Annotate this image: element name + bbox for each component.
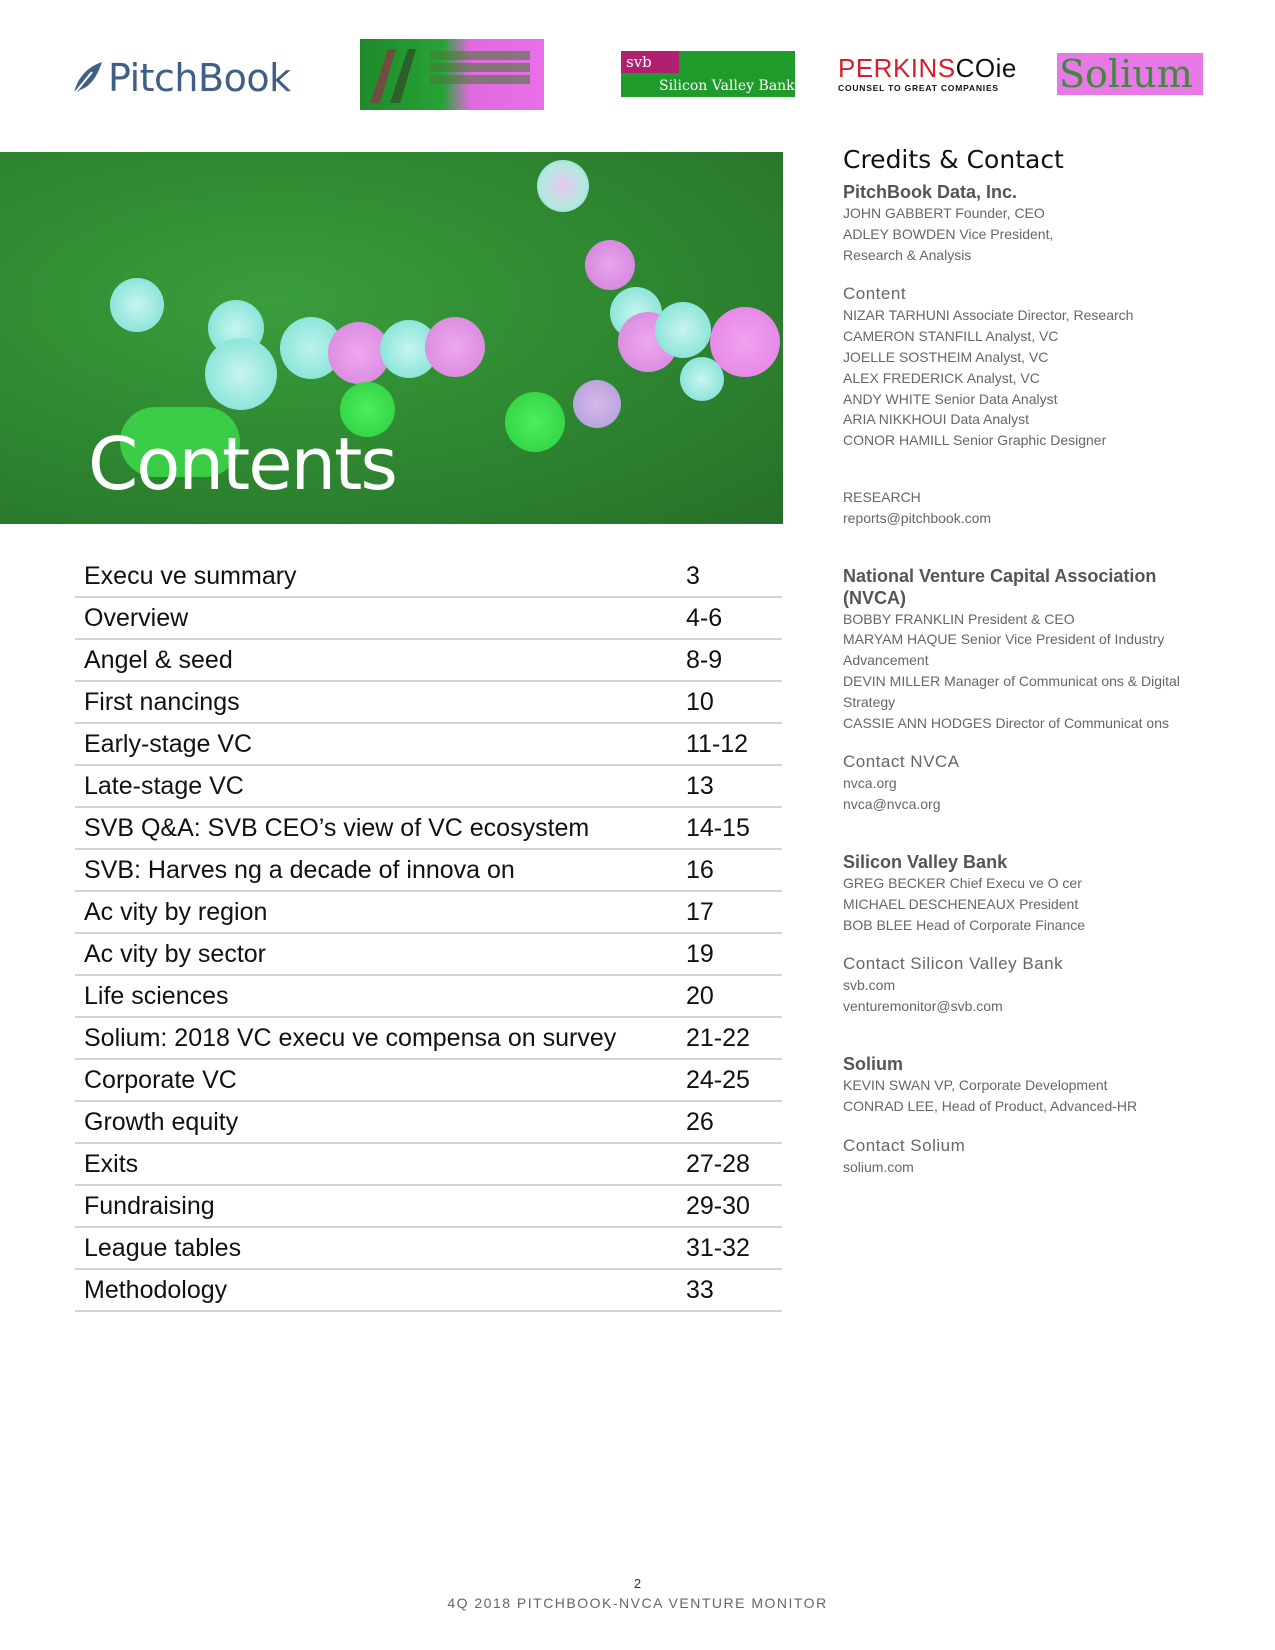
toc-page-number: 19	[686, 940, 714, 968]
toc-section-title: Ac vity by region	[84, 898, 268, 926]
toc-page-number: 31-32	[686, 1234, 750, 1262]
toc-section-title: Corporate VC	[84, 1066, 237, 1094]
toc-row[interactable]	[75, 892, 782, 934]
toc-section-title: Solium: 2018 VC execu ve compensa on survey	[84, 1024, 617, 1052]
toc-page-number: 33	[686, 1276, 714, 1304]
perkins-logo-text: PERKINS	[838, 53, 956, 83]
credit-line: ALEX FREDERICK Analyst, VC	[843, 369, 1040, 386]
solium-logo: Solium	[1057, 53, 1203, 95]
svb-contact-label: Contact Silicon Valley Bank	[843, 954, 1064, 974]
pitchbook-logo	[70, 55, 291, 100]
toc-page-number: 4-6	[686, 604, 723, 632]
credit-line: MICHAEL DESCHENEAUX President	[843, 895, 1079, 912]
table-of-contents	[75, 556, 782, 1312]
pitchbook-leaf-icon	[70, 60, 104, 96]
toc-page-number: 21-22	[686, 1024, 750, 1052]
credit-line: Advancement	[843, 652, 929, 669]
credit-line: JOHN GABBERT Founder, CEO	[843, 205, 1045, 221]
pitchbook-org-name: PitchBook Data, Inc.	[843, 182, 1018, 202]
page-number: 2	[633, 1576, 642, 1591]
toc-row[interactable]	[75, 1186, 782, 1228]
toc-page-number: 11-12	[686, 730, 749, 758]
toc-row[interactable]	[75, 1270, 782, 1312]
toc-section-title: Angel & seed	[84, 646, 233, 674]
toc-row[interactable]	[75, 976, 782, 1018]
toc-section-title: Execu ve summary	[84, 562, 297, 590]
perkins-coie-logo	[838, 54, 1018, 93]
toc-section-title: Overview	[84, 604, 189, 632]
toc-row[interactable]	[75, 1060, 782, 1102]
nvca-org-name: National Venture Capital Association (NVCA)	[843, 565, 1157, 608]
solium-website-link[interactable]: solium.com	[843, 1158, 914, 1175]
svb-website-link[interactable]: svb.com	[843, 977, 896, 994]
toc-section-title: First nancings	[84, 688, 240, 716]
toc-row[interactable]	[75, 640, 782, 682]
toc-section-title: Life sciences	[84, 982, 229, 1010]
coie-logo-text: COie	[955, 53, 1017, 83]
svb-logo	[621, 51, 795, 97]
footer-title: 4Q 2018 PITCHBOOK-NVCA VENTURE MONITOR	[447, 1595, 828, 1611]
solium-contact-label: Contact Solium	[843, 1135, 966, 1155]
credits-contact-section	[843, 145, 1213, 1177]
content-label: Content	[843, 284, 907, 304]
credit-line: Research & Analysis	[843, 246, 972, 263]
toc-row[interactable]	[75, 808, 782, 850]
nvca-contact-label: Contact NVCA	[843, 752, 960, 772]
content-credit-list	[843, 305, 1213, 451]
toc-section-title: Fundraising	[84, 1192, 215, 1220]
credit-line: NIZAR TARHUNI Associate Director, Research	[843, 307, 1134, 324]
credit-line: CONRAD LEE, Head of Product, Advanced-HR	[843, 1097, 1138, 1114]
nvca-website-link[interactable]: nvca.org	[843, 775, 897, 792]
toc-section-title: League tables	[84, 1234, 242, 1262]
solium-org-name: Solium	[843, 1053, 904, 1074]
svb-logo-mark: svb	[621, 51, 679, 73]
credit-line: DEVIN MILLER Manager of Communicat ons & Digital	[843, 672, 1180, 689]
toc-section-title: Exits	[84, 1150, 139, 1178]
nvca-logo	[360, 39, 544, 110]
toc-row[interactable]	[75, 682, 782, 724]
toc-section-title: Growth equity	[84, 1108, 239, 1136]
toc-section-title: Ac vity by sector	[84, 940, 266, 968]
toc-page-number: 20	[686, 982, 714, 1010]
credit-line: GREG BECKER Chief Execu ve O cer	[843, 874, 1082, 891]
toc-row[interactable]	[75, 934, 782, 976]
perkins-tagline: COUNSEL TO GREAT COMPANIES	[838, 83, 999, 93]
toc-page-number: 29-30	[686, 1192, 750, 1220]
toc-page-number: 3	[686, 562, 700, 590]
solium-credit-list	[843, 1075, 1213, 1117]
toc-row[interactable]	[75, 850, 782, 892]
toc-section-title: Methodology	[84, 1276, 228, 1304]
toc-page-number: 10	[686, 688, 714, 716]
toc-page-number: 24-25	[686, 1066, 750, 1094]
toc-page-number: 13	[686, 772, 714, 800]
nvca-email-link[interactable]: nvca@nvca.org	[843, 796, 941, 813]
credit-line: BOB BLEE Head of Corporate Finance	[843, 916, 1086, 933]
nvca-credit-list	[843, 609, 1213, 734]
toc-page-number: 27-28	[686, 1150, 750, 1178]
nvca-mark-icon	[366, 45, 422, 105]
toc-page-number: 8-9	[686, 646, 723, 674]
credit-line: BOBBY FRANKLIN President & CEO	[843, 610, 1075, 627]
credit-line: JOELLE SOSTHEIM Analyst, VC	[843, 348, 1049, 365]
credit-line: CASSIE ANN HODGES Director of Communicat ons	[843, 714, 1169, 731]
svb-email-link[interactable]: venturemonitor@svb.com	[843, 998, 1003, 1015]
credit-line: CAMERON STANFILL Analyst, VC	[843, 328, 1059, 345]
credit-line: Strategy	[843, 693, 896, 710]
toc-row[interactable]	[75, 1018, 782, 1060]
credit-line: KEVIN SWAN VP, Corporate Development	[843, 1076, 1108, 1093]
credit-line: ARIA NIKKHOUI Data Analyst	[843, 411, 1029, 428]
credit-line: CONOR HAMILL Senior Graphic Designer	[843, 432, 1107, 449]
credit-line: ANDY WHITE Senior Data Analyst	[843, 390, 1058, 407]
toc-row[interactable]	[75, 1102, 782, 1144]
toc-section-title: SVB Q&A: SVB CEO’s view of VC ecosystem	[84, 814, 590, 842]
research-email-link[interactable]: reports@pitchbook.com	[843, 509, 992, 526]
toc-row[interactable]	[75, 598, 782, 640]
svb-org-name: Silicon Valley Bank	[843, 851, 1008, 872]
credit-line: MARYAM HAQUE Senior Vice President of Industry	[843, 631, 1165, 648]
research-label: RESEARCH	[843, 488, 921, 505]
toc-page-number: 16	[686, 856, 714, 884]
pitchbook-logo-text: PitchBook	[108, 55, 291, 100]
toc-row[interactable]	[75, 1228, 782, 1270]
toc-page-number: 26	[686, 1108, 714, 1136]
toc-page-number: 14-15	[686, 814, 750, 842]
toc-row[interactable]	[75, 556, 782, 598]
toc-section-title: SVB: Harves ng a decade of innova on	[84, 856, 515, 884]
contents-title: Contents	[88, 422, 396, 506]
svb-logo-name: Silicon Valley Bank	[659, 78, 795, 94]
credit-line: ADLEY BOWDEN Vice President,	[843, 225, 1054, 242]
nvca-wordmark	[430, 51, 530, 97]
pitchbook-credit-list	[843, 203, 1213, 265]
svb-credit-list	[843, 873, 1213, 935]
toc-row[interactable]	[75, 724, 782, 766]
toc-row[interactable]	[75, 766, 782, 808]
toc-section-title: Early-stage VC	[84, 730, 253, 758]
toc-page-number: 17	[686, 898, 714, 926]
toc-section-title: Late-stage VC	[84, 772, 244, 800]
credits-heading: Credits & Contact	[843, 145, 1064, 174]
toc-row[interactable]	[75, 1144, 782, 1186]
